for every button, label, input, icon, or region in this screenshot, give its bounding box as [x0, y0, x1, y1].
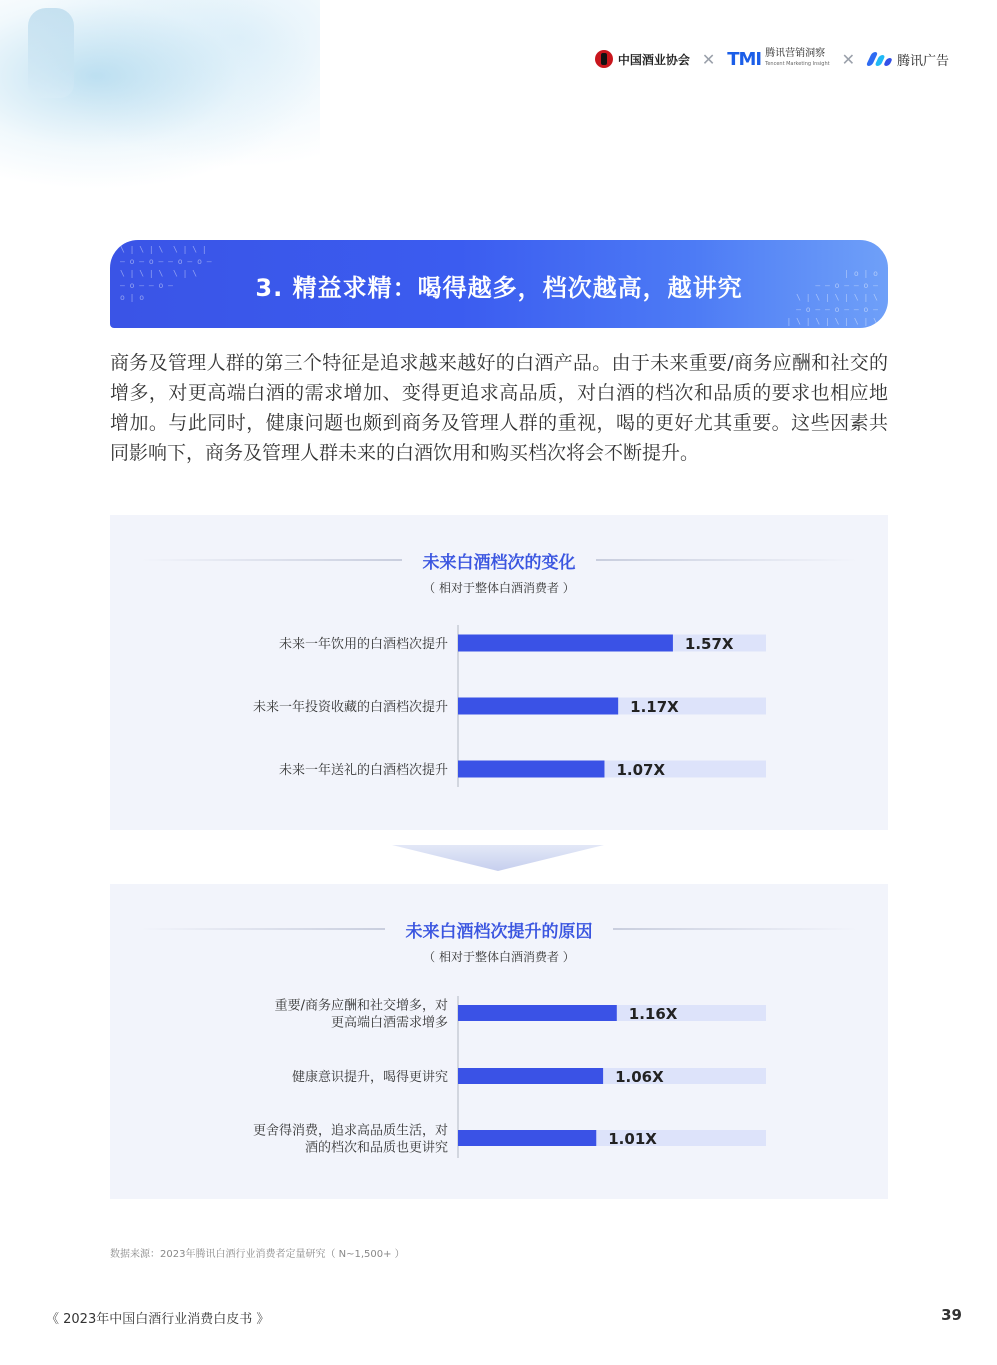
category-label: 未来一年送礼的白酒档次提升 — [278, 763, 448, 778]
chart-panel-changes — [110, 515, 888, 830]
cada-emblem-icon — [595, 50, 613, 68]
category-label: 健康意识提升，喝得更讲究 — [291, 1070, 448, 1085]
bar — [458, 1130, 596, 1146]
logo-separator: ✕ — [841, 49, 855, 69]
bar — [458, 698, 618, 715]
category-label: 未来一年饮用的白酒档次提升 — [278, 637, 448, 652]
flow-arrow-icon — [392, 845, 604, 871]
chart-title: 未来白酒档次提升的原因 — [396, 917, 603, 942]
tmi-logo-text: 腾讯营销洞察 — [765, 48, 826, 59]
tmi-logo — [727, 48, 829, 70]
cada-logo-text: 中国酒业协会 — [617, 52, 690, 67]
page-number: 39 — [941, 1306, 962, 1324]
banner-pattern-left: \ | \ | \ \ | \ | — o — o — — o — o — \ | \ | \ \ | \ — o — — o — o | o — [120, 245, 212, 302]
chart-title: 未来白酒档次的变化 — [413, 548, 586, 573]
bar-value-label: 1.01X — [608, 1130, 657, 1148]
banner-pattern-right: | o | o — — o — — o — \ | \ | \ | \ | \ — o — — o — — o — | \ | \ | \ | \ | \ — [786, 269, 878, 326]
bar — [458, 761, 604, 778]
tencent-ads-logo — [867, 50, 949, 69]
bar-value-label: 1.06X — [615, 1068, 664, 1086]
category-label: 重要/商务应酬和社交增多，对 — [274, 998, 448, 1014]
intro-paragraph: 商务及管理人群的第三个特征是追求越来越好的白酒产品。由于未来重要/商务应酬和社交的增多，对更高端白酒的需求增加、变得更追求高品质，对白酒的档次和品质的要求也相应地增加。与此同时，健康问题也颇到商务及管理人群的重视，喝的更好尤其重要。这些因素共同影响下，商务及管理人群未来的白酒饮用和购买档次将会不断提升。 — [110, 352, 888, 464]
bar-value-label: 1.16X — [628, 1005, 678, 1023]
document-title: 《 2023年中国白酒行业消费白皮书 》 — [46, 1312, 270, 1327]
liquor-bottle-image — [28, 8, 74, 98]
bar — [458, 1005, 617, 1021]
cada-logo — [595, 50, 690, 68]
chart-subtitle: （ 相对于整体白酒消费者 ） — [423, 581, 575, 595]
bar — [458, 635, 673, 652]
bar-value-label: 1.57X — [684, 635, 734, 653]
chart-panel-reasons — [110, 884, 888, 1199]
section-title-banner — [110, 240, 888, 328]
category-label: 未来一年投资收藏的白酒档次提升 — [252, 700, 448, 715]
partner-logos — [595, 46, 949, 72]
bar-value-label: 1.17X — [630, 698, 679, 716]
section-title: 3. 精益求精：喝得越多，档次越高，越讲究 — [255, 274, 743, 302]
category-label: 更高端白酒需求增多 — [330, 1015, 448, 1031]
tencent-ads-logo-text: 腾讯广告 — [896, 53, 949, 69]
category-label: 酒的档次和品质也更讲究 — [304, 1140, 448, 1156]
logo-separator: ✕ — [701, 49, 716, 69]
chart-subtitle: （ 相对于整体白酒消费者 ） — [423, 950, 575, 964]
tmi-logo-mark: TMI — [727, 48, 762, 70]
bar-value-label: 1.07X — [616, 761, 666, 779]
category-label: 更舍得消费，追求高品质生活，对 — [252, 1123, 448, 1139]
tmi-logo-subtext: Tencent Marketing Insight — [765, 61, 830, 67]
bar — [458, 1068, 603, 1084]
tencent-ads-emblem-icon — [867, 52, 893, 66]
data-source-note: 数据来源：2023年腾讯白酒行业消费者定量研究（ N~1,500+ ） — [110, 1249, 405, 1260]
